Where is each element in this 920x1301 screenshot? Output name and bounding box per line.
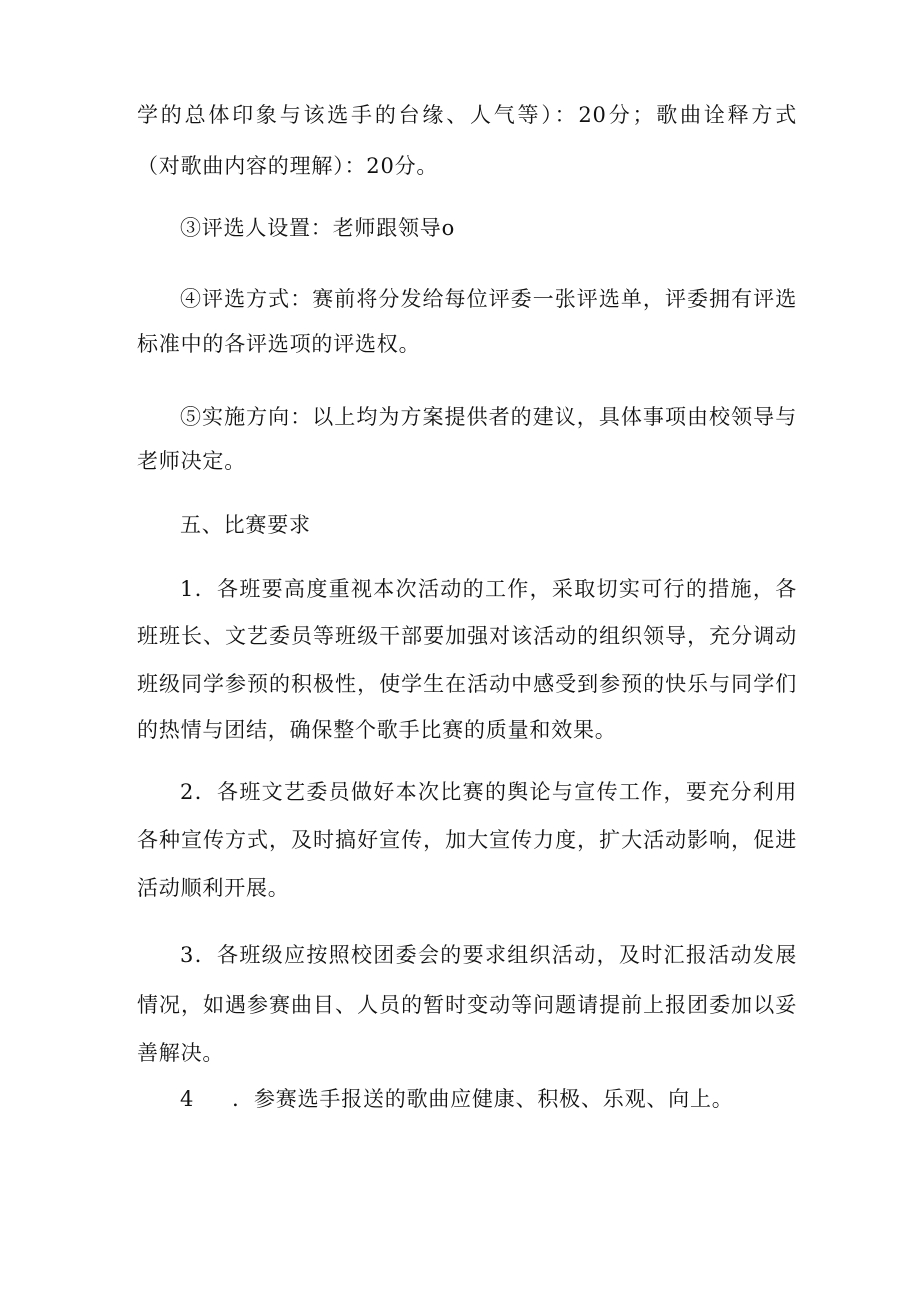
paragraph-line: （对歌曲内容的理解）：20分。 [137, 154, 439, 178]
item-text: ．参赛选手报送的歌曲应健康、积极、乐观、向上。 [232, 1087, 734, 1111]
paragraph-line: 各种宣传方式，及时搞好宣传，加大宣传力度，扩大活动影响，促进 [137, 828, 797, 852]
paragraph-line: 活动顺利开展。 [137, 876, 290, 900]
paragraph-line: 班班长、文艺委员等班级干部要加强对该活动的组织领导，充分调动 [137, 624, 797, 648]
paragraph-line: ④评选方式：赛前将分发给每位评委一张评选单，评委拥有评选 [180, 287, 797, 311]
paragraph-line: 的热情与团结，确保整个歌手比赛的质量和效果。 [137, 718, 617, 742]
paragraph-line: 学的总体印象与该选手的台缘、人气等）：20分；歌曲诠释方式 [137, 103, 797, 127]
paragraph-line: ⑤实施方向：以上均为方案提供者的建议，具体事项由校领导与 [180, 405, 797, 429]
paragraph-line: 1．各班要高度重视本次活动的工作，采取切实可行的措施，各 [180, 577, 797, 601]
paragraph-line: 善解决。 [137, 1041, 225, 1065]
paragraph-line: 班级同学参预的积极性，使学生在活动中感受到参预的快乐与同学们 [137, 672, 797, 696]
paragraph-line: 2．各班文艺委员做好本次比赛的舆论与宣传工作，要充分利用 [180, 780, 797, 804]
item-number: 4 [180, 1087, 195, 1111]
paragraph-line: ③评选人设置：老师跟领导o [180, 216, 456, 240]
paragraph-line: 老师决定。 [137, 449, 246, 473]
paragraph-line: 标准中的各评选项的评选权。 [137, 332, 421, 356]
paragraph-line: 情况，如遇参赛曲目、人员的暂时变动等问题请提前上报团委加以妥 [137, 993, 797, 1017]
paragraph-line-last-item [180, 1085, 840, 1113]
paragraph-line: 3．各班级应按照校团委会的要求组织活动，及时汇报活动发展 [180, 943, 797, 967]
section-heading: 五、比赛要求 [180, 513, 311, 537]
